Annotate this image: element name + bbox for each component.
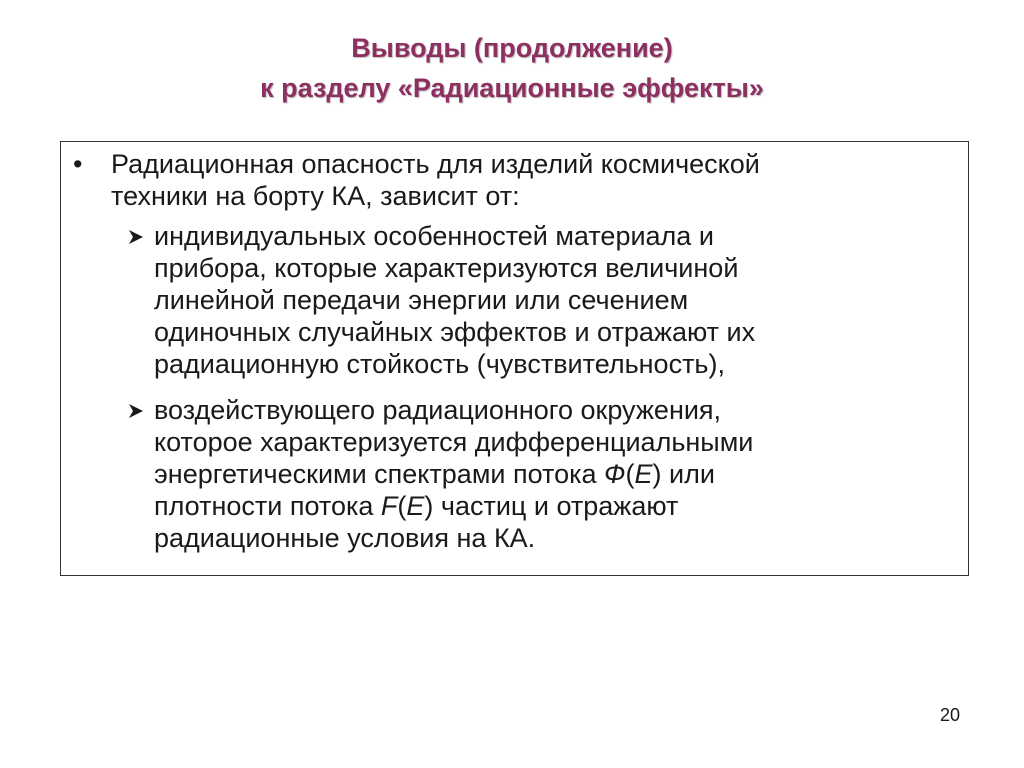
- main-bullet-item: [73, 148, 953, 212]
- sub-item-material-text: [154, 220, 947, 380]
- sub-item-environment: [127, 394, 947, 554]
- content-box: [60, 141, 969, 576]
- sub-item-2-line-1: воздействующего радиационного окружения,: [154, 395, 722, 425]
- energy-symbol-2: E: [406, 491, 425, 521]
- line-3-prefix: энергетическими спектрами потока: [154, 459, 605, 489]
- energy-symbol-1: E: [634, 459, 653, 489]
- line-3-suffix: ) или: [652, 459, 715, 489]
- title-line-1: Выводы (продолжение): [351, 33, 673, 63]
- sub-item-environment-text: [154, 394, 947, 554]
- sub-item-1-line-1: индивидуальных особенностей материала и: [154, 221, 714, 251]
- phi-symbol: Ф: [604, 459, 626, 489]
- paren-open-2: (: [397, 491, 407, 521]
- main-bullet-line-1: Радиационная опасность для изделий космической: [111, 149, 760, 179]
- main-bullet-text: [111, 148, 953, 212]
- sub-item-1-line-3: линейной передачи энергии или сечением: [154, 285, 689, 315]
- sub-item-1-line-2: прибора, которые характеризуются величиной: [154, 253, 739, 283]
- sub-item-2-line-4: [154, 490, 947, 522]
- main-bullet-line-2: техники на борту КА, зависит от:: [111, 181, 520, 211]
- line-4-suffix: ) частиц и отражают: [424, 491, 679, 521]
- slide-title: [0, 28, 1024, 108]
- sub-item-1-line-4: одиночных случайных эффектов и отражают их: [154, 317, 756, 347]
- sub-item-2-line-2: которое характеризуется дифференциальными: [154, 427, 754, 457]
- paren-open-1: (: [625, 459, 635, 489]
- bullet-dot-icon: •: [73, 149, 83, 179]
- arrow-bullet-icon: [127, 228, 145, 246]
- f-symbol: F: [380, 491, 398, 521]
- sub-item-2-line-5: радиационные условия на КА.: [154, 523, 536, 553]
- arrow-bullet-icon: [127, 402, 145, 420]
- sub-item-material: [127, 220, 947, 380]
- sub-item-1-line-5: радиационную стойкость (чувствительность),: [154, 349, 725, 379]
- title-line-2: к разделу «Радиационные эффекты»: [260, 73, 764, 103]
- line-4-prefix: плотности потока: [154, 491, 381, 521]
- page-number: 20: [939, 705, 960, 725]
- sub-item-2-line-3: [154, 458, 947, 490]
